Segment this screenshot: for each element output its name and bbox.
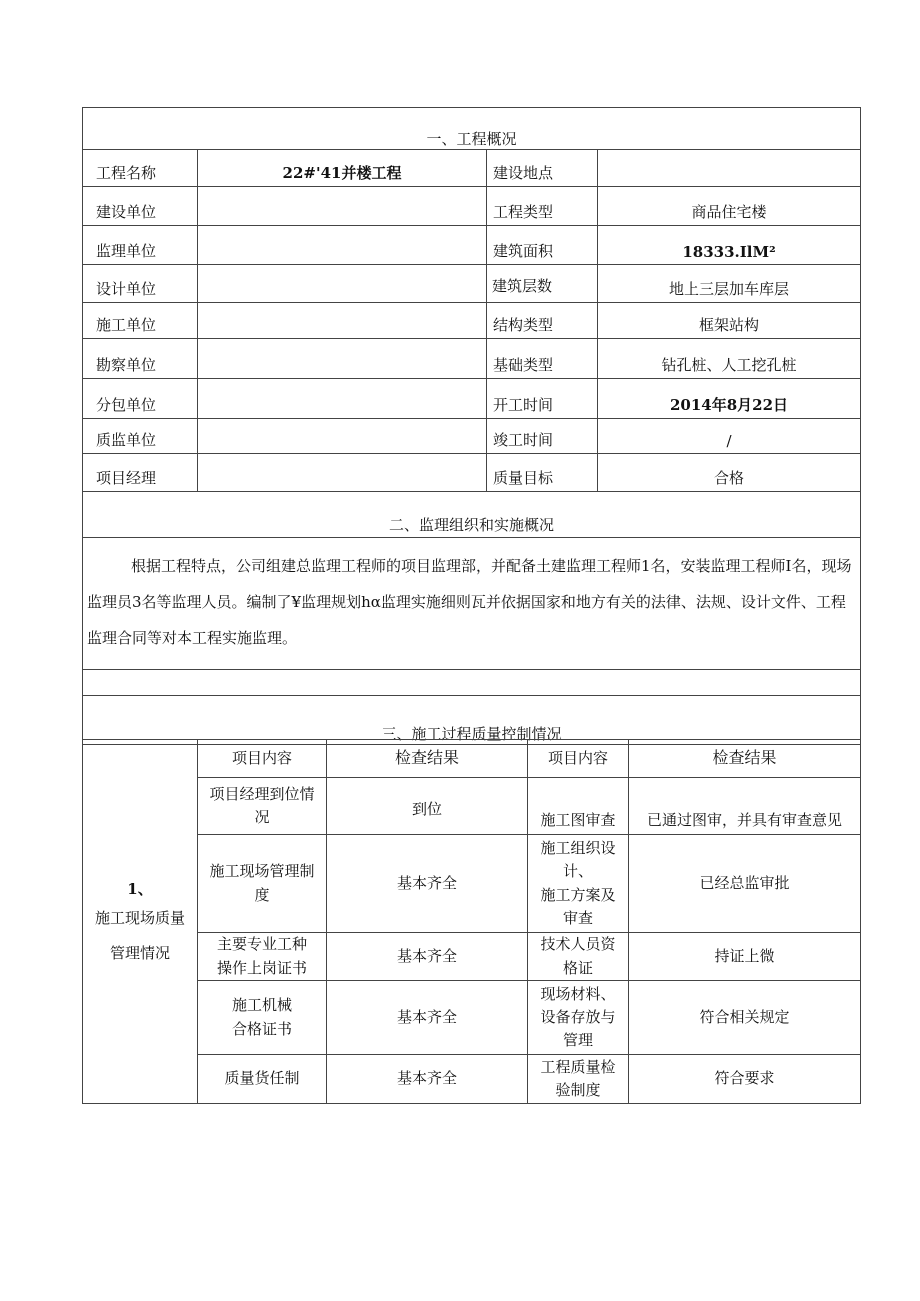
value-project-manager xyxy=(198,454,487,492)
section1-title: 一、工程概况 xyxy=(83,108,861,150)
result-site-management: 基本齐全 xyxy=(327,835,528,933)
result-machinery-certs: 基本齐全 xyxy=(327,981,528,1055)
value-quality-target: 合格 xyxy=(598,454,861,492)
result-pm-presence: 到位 xyxy=(327,778,528,835)
label-designer: 设计单位 xyxy=(83,265,198,303)
label-subcontractor: 分包单位 xyxy=(83,379,198,419)
header-result-1: 检查结果 xyxy=(327,740,528,778)
header-result-2: 检查结果 xyxy=(629,740,861,778)
item-material-storage xyxy=(528,981,629,1055)
label-quality-supervision: 质监单位 xyxy=(83,419,198,454)
label-start-date: 开工时间 xyxy=(487,379,598,419)
value-site-location xyxy=(598,150,861,187)
value-designer xyxy=(198,265,487,303)
item-machinery-certs xyxy=(198,981,327,1055)
label-floors: 建筑层数 xyxy=(487,265,598,303)
item-line: 设备存放与管理 xyxy=(540,1007,616,1050)
item-construction-plan xyxy=(528,835,629,933)
header-item-1: 项目内容 xyxy=(198,740,327,778)
item-line: 施工组织设计、 xyxy=(540,839,616,881)
value-foundation-type: 钻孔桩、人工挖孔桩 xyxy=(598,339,861,379)
result-drawing-review: 已通过图审，并具有审查意见 xyxy=(629,778,861,835)
item-line: 格证 xyxy=(562,958,593,977)
value-quality-supervision xyxy=(198,419,487,454)
item-operator-certs xyxy=(198,933,327,981)
item-line: 合格证书 xyxy=(231,1019,292,1038)
value-floor-area: 18333.IlM² xyxy=(598,226,861,265)
item-line: 验制度 xyxy=(555,1081,601,1099)
value-subcontractor xyxy=(198,379,487,419)
result-responsibility: 基本齐全 xyxy=(327,1055,528,1104)
label-client: 建设单位 xyxy=(83,187,198,226)
item-line: 况 xyxy=(254,808,270,826)
label-project-manager: 项目经理 xyxy=(83,454,198,492)
label-site-location: 建设地点 xyxy=(487,150,598,187)
item-staff-qualification xyxy=(528,933,629,981)
item-pm-presence xyxy=(198,778,327,835)
value-supervisor xyxy=(198,226,487,265)
value-project-type: 商品住宅楼 xyxy=(598,187,861,226)
value-completion-date: / xyxy=(598,419,861,454)
item-responsibility xyxy=(198,1055,327,1104)
label-completion-date: 竣工时间 xyxy=(487,419,598,454)
item-line: 操作上岗证书 xyxy=(216,958,307,977)
item-line: 施工方案及审查 xyxy=(540,885,616,927)
value-contractor xyxy=(198,303,487,339)
value-survey xyxy=(198,339,487,379)
group-label-cell xyxy=(83,740,198,1104)
result-material-storage: 符合相关规定 xyxy=(629,981,861,1055)
label-structure-type: 结构类型 xyxy=(487,303,598,339)
label-project-name: 工程名称 xyxy=(83,150,198,187)
section2-title: 二、监理组织和实施概况 xyxy=(83,492,861,538)
item-line: 度 xyxy=(254,885,270,904)
label-quality-target: 质量目标 xyxy=(487,454,598,492)
item-line: 施工机械 xyxy=(231,996,292,1015)
item-line: 工程质量检 xyxy=(540,1057,616,1076)
value-project-name: 22#'41并楼工程 xyxy=(198,150,487,187)
value-floors: 地上三层加车库层 xyxy=(598,265,861,303)
item-line: 施工现场管理制 xyxy=(209,862,315,881)
header-item-2: 项目内容 xyxy=(528,740,629,778)
item-line: 施工图审查 xyxy=(540,810,616,829)
item-line: 项目经理到位情 xyxy=(209,784,315,803)
group-number: 1、 xyxy=(127,879,153,898)
label-foundation-type: 基础类型 xyxy=(487,339,598,379)
item-inspection-system xyxy=(528,1055,629,1104)
result-operator-certs: 基本齐全 xyxy=(327,933,528,981)
value-start-date: 2014年8月22日 xyxy=(598,379,861,419)
item-site-management xyxy=(198,835,327,933)
label-survey: 勘察单位 xyxy=(83,339,198,379)
group-label-line1: 施工现场质量 xyxy=(94,908,185,927)
group-label-line2: 管理情况 xyxy=(109,944,170,963)
section3-title: 三、施工过程质量控制情况 xyxy=(83,696,861,745)
result-staff-qualification: 持证上微 xyxy=(629,933,861,981)
result-inspection-system: 符合要求 xyxy=(629,1055,861,1104)
quality-control-table xyxy=(82,739,861,1104)
label-contractor: 施工单位 xyxy=(83,303,198,339)
section2-paragraph-text: 根据工程特点，公司组建总监理工程师的项目监理部，并配备土建监理工程师1名，安装监理工程师I名，现场监理员3名等监理人员。编制了¥监理规划hα监理实施细则瓦并依据国家和地方有关的法律、法规、设计文件、工程监理合同等对本工程实施监理。 xyxy=(87,557,852,647)
label-project-type: 工程类型 xyxy=(487,187,598,226)
report-table xyxy=(82,107,861,745)
item-drawing-review xyxy=(528,778,629,835)
item-line: 技术人员资 xyxy=(540,935,616,954)
label-floor-area: 建筑面积 xyxy=(487,226,598,265)
value-structure-type: 框架站构 xyxy=(598,303,861,339)
item-line: 质量货任制 xyxy=(224,1069,300,1088)
item-line: 主要专业工种 xyxy=(216,935,307,954)
value-client xyxy=(198,187,487,226)
section2-paragraph xyxy=(83,538,861,670)
result-construction-plan: 已经总监审批 xyxy=(629,835,861,933)
item-line: 现场材料、 xyxy=(540,984,616,1003)
blank-row xyxy=(83,670,861,696)
label-supervisor: 监理单位 xyxy=(83,226,198,265)
